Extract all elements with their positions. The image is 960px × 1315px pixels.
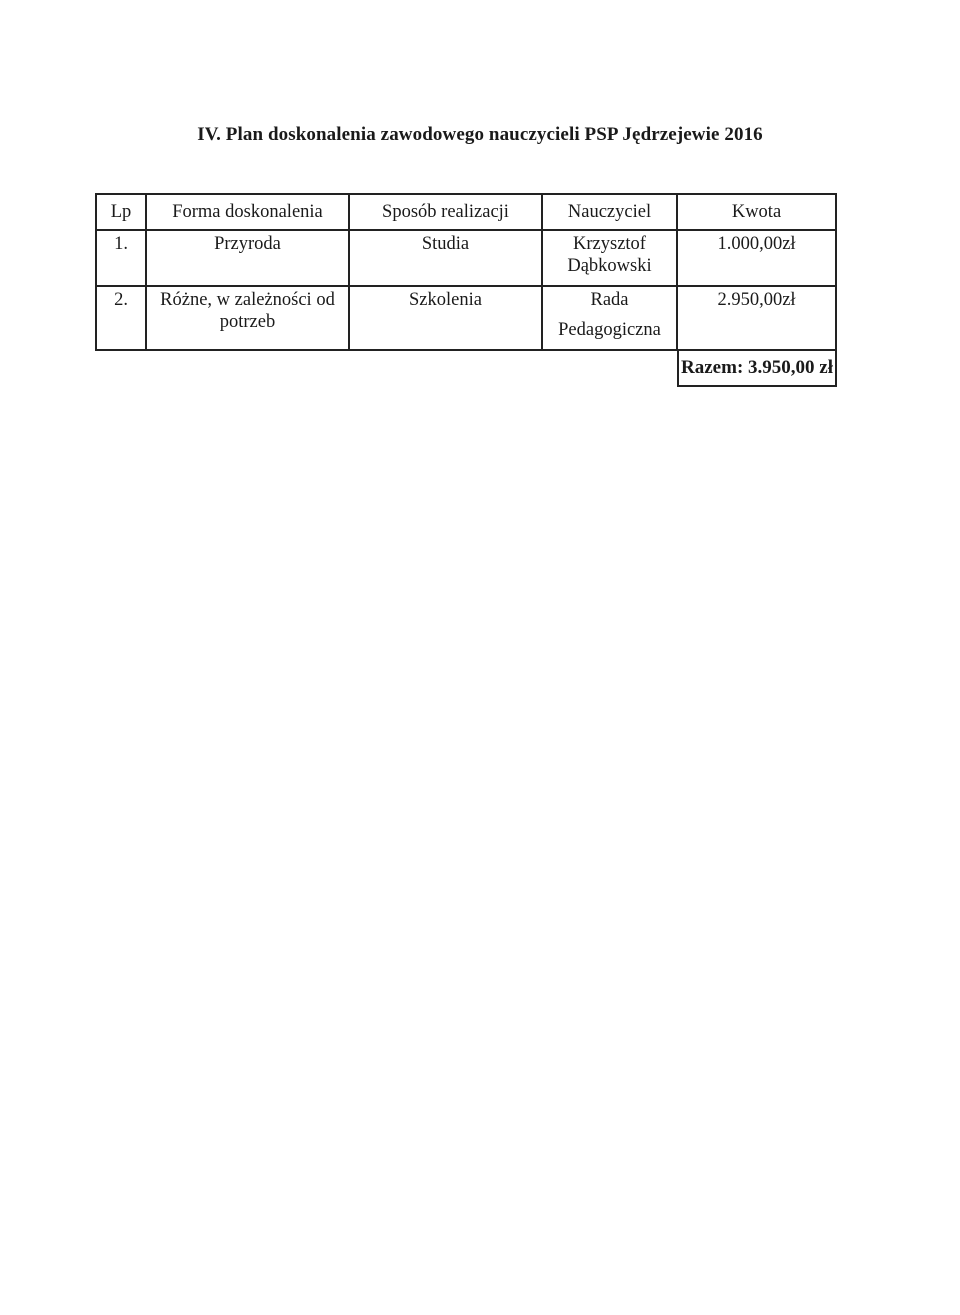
forma-line: Różne, w zależności od [160,290,335,310]
nauczyciel-line: Krzysztof [573,234,646,254]
header-forma: Forma doskonalenia [146,194,349,230]
table-row [96,286,836,350]
table-row [96,230,836,286]
cell-kwota: 2.950,00zł [677,286,836,350]
total-box: Razem: 3.950,00 zł [677,351,837,387]
cell-sposob: Studia [349,230,542,286]
header-lp: Lp [96,194,146,230]
cell-sposob: Szkolenia [349,286,542,350]
table-header-row [96,194,836,230]
page-title: IV. Plan doskonalenia zawodowego nauczycieli PSP Jędrzejewie 2016 [197,124,763,145]
header-sposob: Sposób realizacji [349,194,542,230]
nauczyciel-line: Pedagogiczna [558,320,661,340]
forma-line: potrzeb [219,312,276,332]
cell-nauczyciel [542,286,677,350]
cell-lp: 2. [96,286,146,350]
header-nauczyciel: Nauczyciel [542,194,677,230]
cell-kwota: 1.000,00zł [677,230,836,286]
nauczyciel-line: Rada [590,290,629,310]
cell-forma [146,286,349,350]
cell-forma: Przyroda [146,230,349,286]
header-kwota: Kwota [677,194,836,230]
cell-lp: 1. [96,230,146,286]
cell-nauczyciel [542,230,677,286]
nauczyciel-line: Dąbkowski [567,256,652,276]
plan-table [95,193,837,351]
